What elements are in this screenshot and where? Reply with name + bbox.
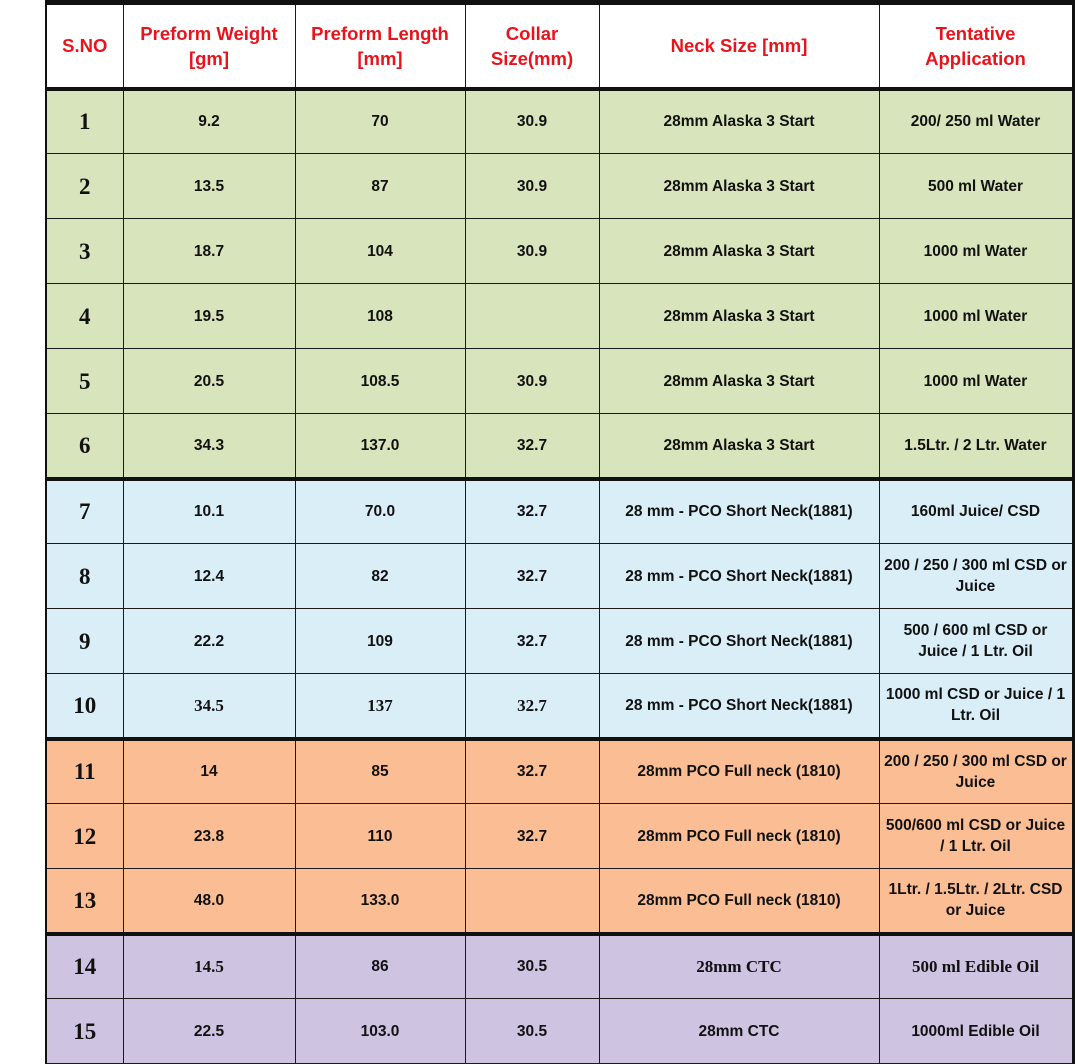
cell-sno: 4 [46, 284, 123, 349]
cell-application: 200 / 250 / 300 ml CSD or Juice [879, 739, 1073, 804]
cell-neck: 28mm Alaska 3 Start [599, 219, 879, 284]
cell-application: 1000 ml Water [879, 219, 1073, 284]
cell-collar: 30.9 [465, 154, 599, 219]
header-sno: S.NO [46, 3, 123, 89]
cell-sno: 12 [46, 804, 123, 869]
cell-collar: 32.7 [465, 414, 599, 479]
cell-neck: 28mm Alaska 3 Start [599, 349, 879, 414]
cell-collar [465, 869, 599, 934]
cell-sno: 10 [46, 674, 123, 739]
cell-collar: 32.7 [465, 674, 599, 739]
cell-neck: 28 mm - PCO Short Neck(1881) [599, 609, 879, 674]
cell-collar: 32.7 [465, 479, 599, 544]
cell-length: 86 [295, 934, 465, 999]
cell-weight: 22.2 [123, 609, 295, 674]
cell-application: 500 ml Water [879, 154, 1073, 219]
cell-weight: 9.2 [123, 89, 295, 154]
cell-weight: 14.5 [123, 934, 295, 999]
table-row [46, 804, 1073, 869]
cell-length: 137.0 [295, 414, 465, 479]
cell-length: 85 [295, 739, 465, 804]
cell-weight: 18.7 [123, 219, 295, 284]
cell-weight: 22.5 [123, 999, 295, 1064]
cell-sno: 9 [46, 609, 123, 674]
cell-weight: 34.3 [123, 414, 295, 479]
table-row [46, 414, 1073, 479]
table-row [46, 869, 1073, 934]
cell-sno: 2 [46, 154, 123, 219]
table-row [46, 284, 1073, 349]
cell-collar: 30.5 [465, 999, 599, 1064]
table-row [46, 609, 1073, 674]
header-preform-length: Preform Length [mm] [295, 3, 465, 89]
header-row [46, 3, 1073, 89]
cell-sno: 3 [46, 219, 123, 284]
table-row [46, 739, 1073, 804]
cell-weight: 20.5 [123, 349, 295, 414]
cell-length: 108 [295, 284, 465, 349]
cell-neck: 28mm Alaska 3 Start [599, 414, 879, 479]
cell-neck: 28mm PCO Full neck (1810) [599, 869, 879, 934]
cell-collar [465, 284, 599, 349]
cell-application: 200/ 250 ml Water [879, 89, 1073, 154]
table-row [46, 154, 1073, 219]
cell-application: 1000 ml Water [879, 349, 1073, 414]
cell-weight: 48.0 [123, 869, 295, 934]
cell-sno: 14 [46, 934, 123, 999]
cell-neck: 28mm PCO Full neck (1810) [599, 739, 879, 804]
table-row [46, 89, 1073, 154]
cell-sno: 15 [46, 999, 123, 1064]
cell-neck: 28mm Alaska 3 Start [599, 89, 879, 154]
table-row [46, 219, 1073, 284]
header-collar-size: Collar Size(mm) [465, 3, 599, 89]
cell-neck: 28 mm - PCO Short Neck(1881) [599, 544, 879, 609]
cell-length: 108.5 [295, 349, 465, 414]
table-row [46, 674, 1073, 739]
cell-application: 1000 ml CSD or Juice / 1 Ltr. Oil [879, 674, 1073, 739]
cell-length: 109 [295, 609, 465, 674]
cell-collar: 30.5 [465, 934, 599, 999]
table-row [46, 479, 1073, 544]
cell-length: 82 [295, 544, 465, 609]
cell-collar: 30.9 [465, 349, 599, 414]
cell-application: 1000 ml Water [879, 284, 1073, 349]
cell-collar: 30.9 [465, 89, 599, 154]
cell-sno: 1 [46, 89, 123, 154]
cell-weight: 34.5 [123, 674, 295, 739]
cell-application: 1.5Ltr. / 2 Ltr. Water [879, 414, 1073, 479]
cell-collar: 32.7 [465, 544, 599, 609]
cell-neck: 28mm PCO Full neck (1810) [599, 804, 879, 869]
cell-sno: 7 [46, 479, 123, 544]
cell-collar: 30.9 [465, 219, 599, 284]
cell-sno: 13 [46, 869, 123, 934]
cell-length: 110 [295, 804, 465, 869]
table-row [46, 999, 1073, 1064]
cell-length: 70.0 [295, 479, 465, 544]
cell-collar: 32.7 [465, 609, 599, 674]
cell-length: 137 [295, 674, 465, 739]
cell-length: 87 [295, 154, 465, 219]
cell-sno: 8 [46, 544, 123, 609]
cell-sno: 6 [46, 414, 123, 479]
cell-length: 133.0 [295, 869, 465, 934]
cell-weight: 12.4 [123, 544, 295, 609]
cell-weight: 10.1 [123, 479, 295, 544]
cell-neck: 28mm CTC [599, 999, 879, 1064]
cell-application: 1Ltr. / 1.5Ltr. / 2Ltr. CSD or Juice [879, 869, 1073, 934]
cell-sno: 5 [46, 349, 123, 414]
preform-spec-sheet [45, 0, 1072, 1064]
cell-weight: 19.5 [123, 284, 295, 349]
cell-collar: 32.7 [465, 804, 599, 869]
cell-neck: 28 mm - PCO Short Neck(1881) [599, 674, 879, 739]
cell-collar: 32.7 [465, 739, 599, 804]
cell-neck: 28mm Alaska 3 Start [599, 154, 879, 219]
cell-length: 104 [295, 219, 465, 284]
cell-length: 70 [295, 89, 465, 154]
cell-sno: 11 [46, 739, 123, 804]
cell-application: 160ml Juice/ CSD [879, 479, 1073, 544]
table-row [46, 934, 1073, 999]
cell-weight: 14 [123, 739, 295, 804]
cell-weight: 23.8 [123, 804, 295, 869]
cell-application: 500/600 ml CSD or Juice / 1 Ltr. Oil [879, 804, 1073, 869]
table-row [46, 544, 1073, 609]
cell-application: 500 ml Edible Oil [879, 934, 1073, 999]
cell-neck: 28mm CTC [599, 934, 879, 999]
cell-length: 103.0 [295, 999, 465, 1064]
header-neck-size: Neck Size [mm] [599, 3, 879, 89]
header-preform-weight: Preform Weight [gm] [123, 3, 295, 89]
cell-neck: 28mm Alaska 3 Start [599, 284, 879, 349]
header-tentative-application: Tentative Application [879, 3, 1073, 89]
cell-application: 200 / 250 / 300 ml CSD or Juice [879, 544, 1073, 609]
cell-neck: 28 mm - PCO Short Neck(1881) [599, 479, 879, 544]
table-row [46, 349, 1073, 414]
cell-application: 1000ml Edible Oil [879, 999, 1073, 1064]
cell-application: 500 / 600 ml CSD or Juice / 1 Ltr. Oil [879, 609, 1073, 674]
preform-spec-table [45, 0, 1075, 1064]
cell-weight: 13.5 [123, 154, 295, 219]
